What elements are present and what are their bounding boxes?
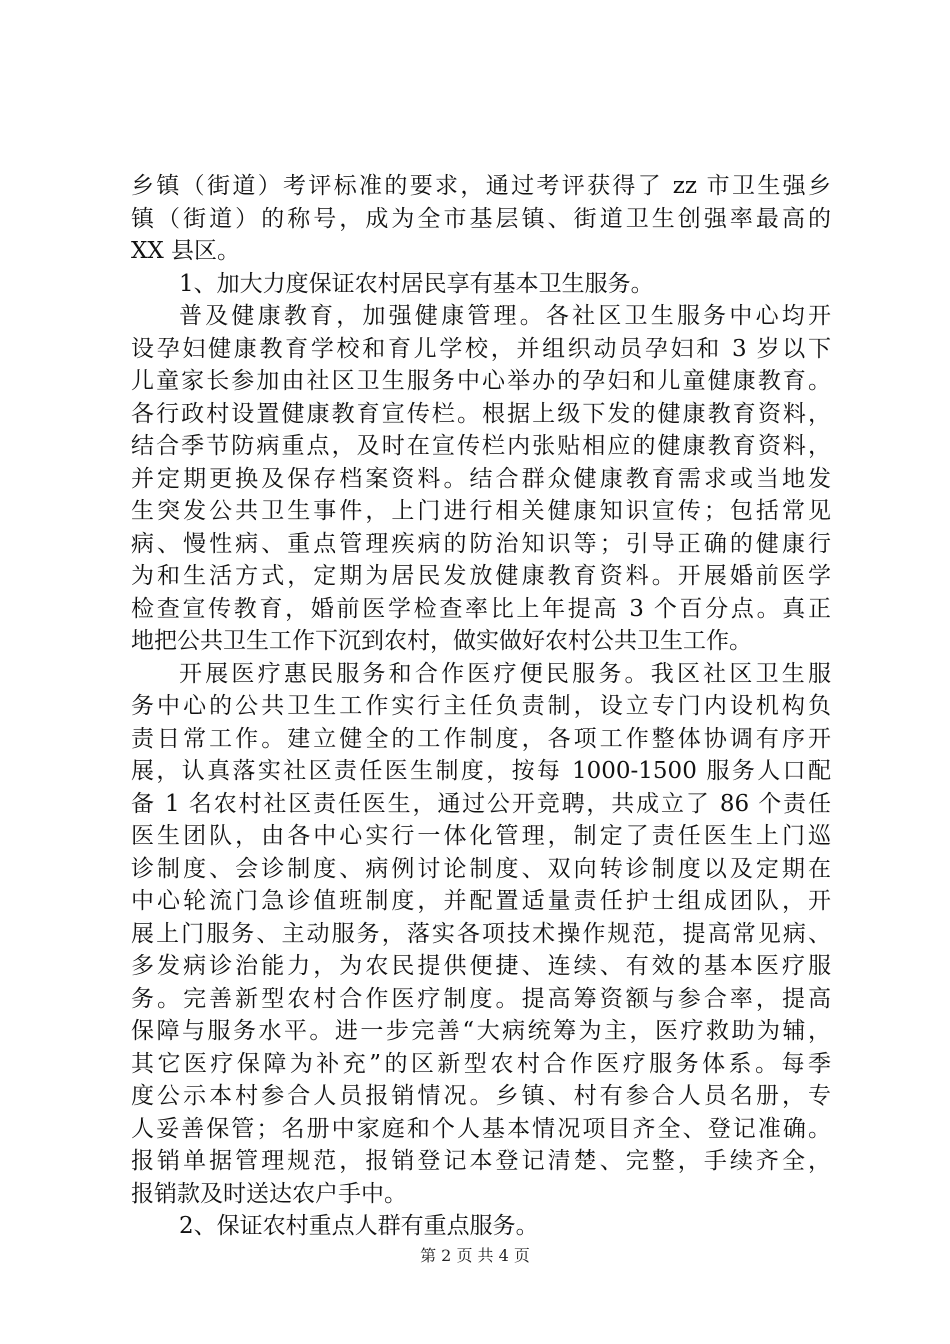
text-line: 地把公共卫生工作下沉到农村，做实做好农村公共卫生工作。 (131, 628, 752, 654)
text-line: 务中心的公共卫生工作实行主任负责制，设立专门内设机构负 (131, 693, 831, 719)
text-line: 并定期更换及保存档案资料。结合群众健康教育需求或当地发 (131, 465, 831, 492)
text-line: 诊制度、会诊制度、病例讨论制度、双向转诊制度以及定期在 (131, 855, 831, 882)
page-footer (0, 1246, 950, 1266)
text-line: 儿童家长参加由社区卫生服务中心举办的孕妇和儿童健康教育。 (131, 368, 831, 394)
text-line: 展上门服务、主动服务，落实各项技术操作规范，提高常见病、 (131, 920, 831, 947)
page-number-label: 第 2 页 共 4 页 (420, 1246, 530, 1265)
text-line: 生突发公共卫生事件，上门进行相关健康知识宣传；包括常见 (131, 498, 831, 524)
text-line: 其它医疗保障为补充”的区新型农村合作医疗服务体系。每季 (131, 1050, 831, 1077)
section-heading-1: 1、加大力度保证农村居民享有基本卫生服务。 (179, 270, 654, 297)
text-line: 报销款及时送达农户手中。 (131, 1180, 407, 1207)
text-line: 为和生活方式，定期为居民发放健康教育资料。开展婚前医学 (131, 563, 831, 589)
text-line: 报销单据管理规范，报销登记本登记清楚、完整，手续齐全， (131, 1148, 831, 1174)
text-line: 医生团队，由各中心实行一体化管理，制定了责任医生上门巡 (131, 823, 831, 849)
text-line: 备 1 名农村社区责任医生，通过公开竞聘，共成立了 86 个责任 (131, 790, 831, 817)
body-text (131, 170, 831, 1243)
text-line: 多发病诊治能力，为农民提供便捷、连续、有效的基本医疗服 (131, 953, 831, 979)
text-line: 乡镇（街道）考评标准的要求，通过考评获得了 zz 市卫生强乡 (131, 173, 831, 199)
text-line: 检查宣传教育，婚前医学检查率比上年提高 3 个百分点。真正 (131, 595, 831, 622)
paragraph-start: 普及健康教育，加强健康管理。各社区卫生服务中心均开 (179, 303, 831, 329)
text-line: 结合季节防病重点，及时在宣传栏内张贴相应的健康教育资料， (131, 433, 831, 459)
section-heading-2: 2、保证农村重点人群有重点服务。 (179, 1213, 539, 1239)
text-line: 度公示本村参合人员报销情况。乡镇、村有参合人员名册，专 (131, 1083, 831, 1109)
text-line: 保障与服务水平。进一步完善“大病统筹为主，医疗救助为辅， (131, 1018, 831, 1044)
text-line: 镇（街道）的称号，成为全市基层镇、街道卫生创强率最高的 (131, 205, 831, 232)
text-line: 病、慢性病、重点管理疾病的防治知识等；引导正确的健康行 (131, 530, 831, 557)
paragraph-start: 开展医疗惠民服务和合作医疗便民服务。我区社区卫生服 (179, 660, 831, 687)
text-line: XX 县区。 (131, 238, 241, 264)
text-line: 务。完善新型农村合作医疗制度。提高筹资额与参合率，提高 (131, 985, 831, 1012)
text-line: 责日常工作。建立健全的工作制度，各项工作整体协调有序开 (131, 725, 831, 752)
text-line: 展，认真落实社区责任医生制度，按每 1000-1500 服务人口配 (131, 758, 831, 784)
text-line: 设孕妇健康教育学校和育儿学校，并组织动员孕妇和 3 岁以下 (131, 335, 831, 362)
text-line: 人妥善保管；名册中家庭和个人基本情况项目齐全、登记准确。 (131, 1115, 831, 1142)
text-line: 中心轮流门急诊值班制度，并配置适量责任护士组成团队，开 (131, 888, 831, 914)
text-line: 各行政村设置健康教育宣传栏。根据上级下发的健康教育资料， (131, 400, 831, 427)
